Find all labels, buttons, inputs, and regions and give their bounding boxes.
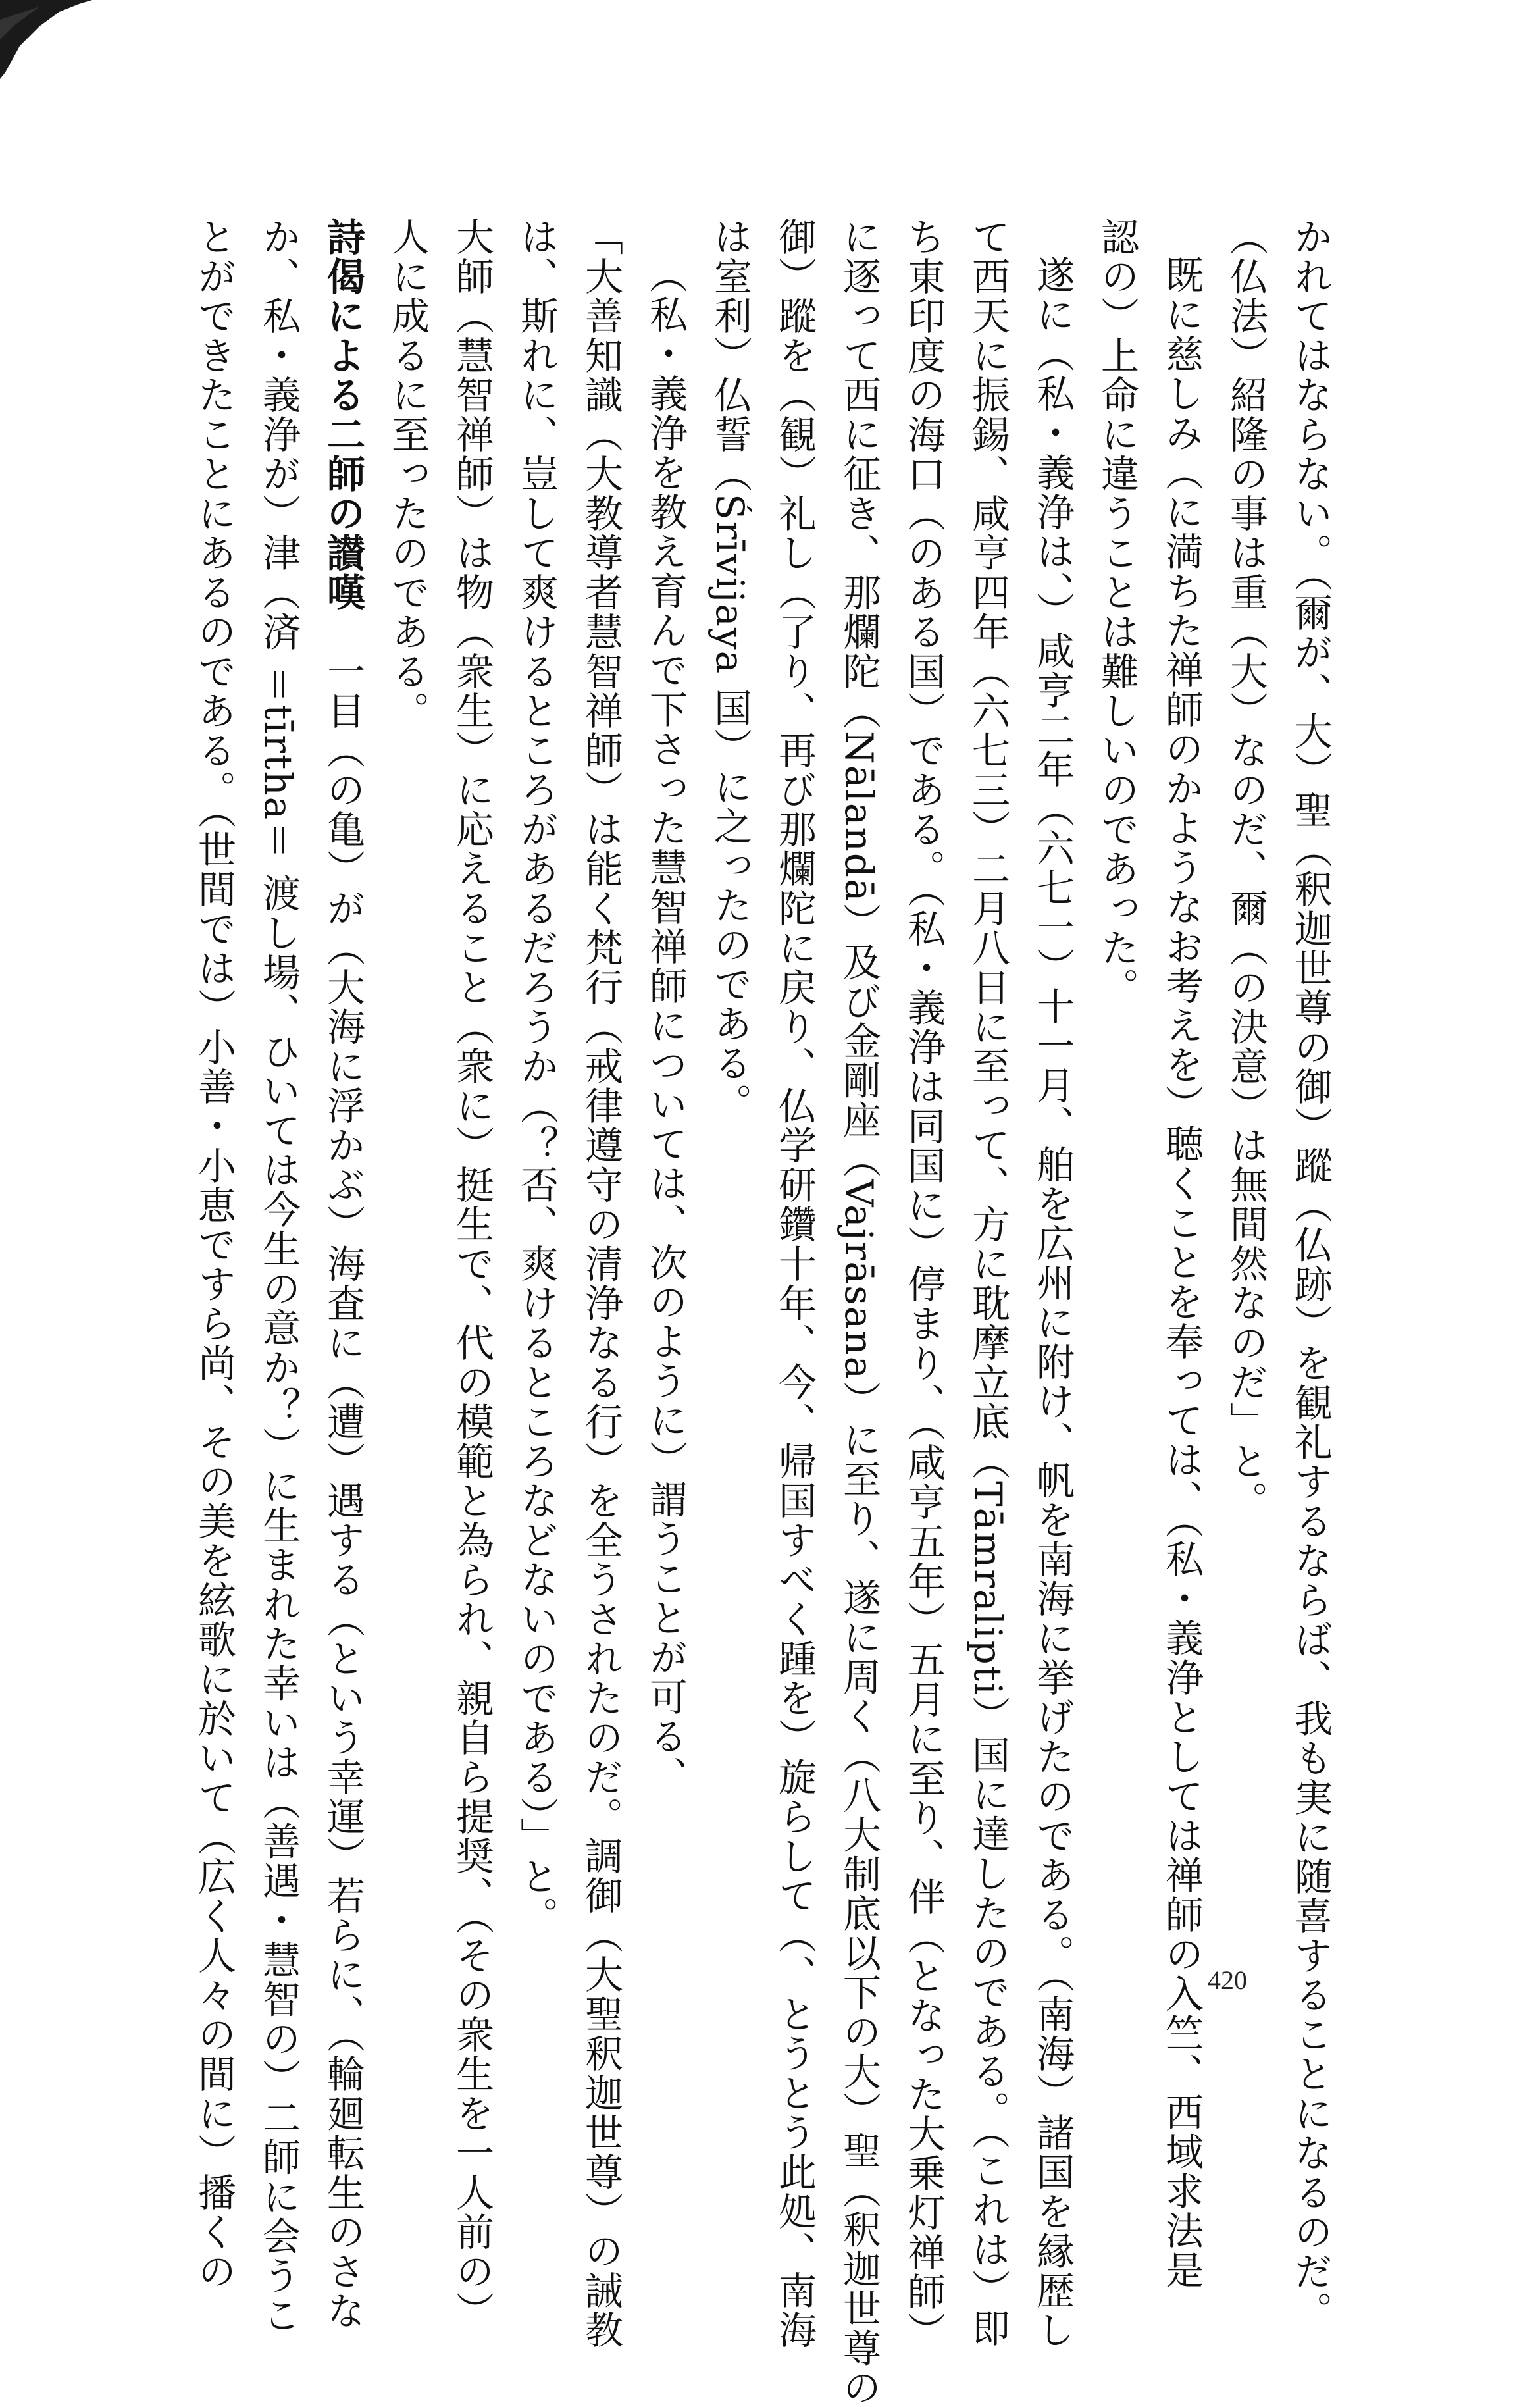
section-heading: 詩偈による二師の讃嘆 <box>321 217 365 612</box>
scan-corner-mark <box>0 0 92 79</box>
text-column: に逐って西に征き、那爛陀（Nālandā）及び金剛座（Vajrāsana）に至り、遂に周く（八大制底以下の大）聖（釈迦世尊の <box>836 217 881 2407</box>
text-column: 御）蹤を（観）礼し（了り、再び那爛陀に戻り、仏学研鑽十年、今、帰国すべく踵を）旋らして（、とうとう此処、南海 <box>772 217 817 2350</box>
text-column: 既に慈しみ（に満ちた禅師のかようなお考えを）聴くことを奉っては、（私・義浄としては禅師の入竺、西域求法是 <box>1159 255 1204 2290</box>
text-column: かれてはならない。（爾が、大）聖（釈迦世尊の御）蹤（仏跡）を観礼するならば、我も実に随喜することになるのだ。 <box>1288 217 1333 2331</box>
text-column: 認の）上命に違うことは難しいのであった。 <box>1094 217 1139 1007</box>
text-column: 「大善知識（大教導者慧智禅師）は能く梵行（戒律遵守の清浄なる行）を全うされたのだ。調御（大聖釈迦世尊）の誡教 <box>578 217 623 2350</box>
section-heading-column <box>311 217 375 2331</box>
text-column: （私・義浄を教え育んで下さった慧智禅師については、次のように）謂うことが可る、 <box>643 255 688 1796</box>
text-column: ち東印度の海口（のある国）である。（私・義浄は同国に）停まり、（咸亨五年）五月に至り、伴（となった大乗灯禅師） <box>901 217 946 2351</box>
text-column: とができたことにあるのである。（世間では）小善・小恵ですら尚、その美を絃歌に於いて（広く人々の間に）播くの <box>192 217 236 2291</box>
text-column: は室利）仏誓（Śrīvijaya 国）に之ったのである。 <box>707 217 752 1123</box>
text-column: 大師（慧智禅師）は物（衆生）に応えること（衆に）挺生で、代の模範と為られ、親自ら提奨、（その衆生を一人前の） <box>449 217 494 2331</box>
text-column: は、斯れに、豈して爽けるところがあるだろうか（？否、爽けるところなどないのである）」と。 <box>514 217 559 1936</box>
text-column: 人に成るに至ったのである。 <box>385 217 430 731</box>
text-column: か、私・義浄が）津（済 ＝tīrtha＝ 渡し場、ひいては今生の意か？）に生まれた幸いは（善遇・慧智の）二師に会うこ <box>256 217 301 2335</box>
text-column: 遂に（私・義浄は、）咸亨二年（六七一）十一月、舶を広州に附け、帆を南海に挙げたのである。（南海）諸国を縁歴し <box>1030 255 1075 2350</box>
text-column: て西天に振錫、咸亨四年（六七三）二月八日に至って、方に耽摩立底（Tāmralipti）国に達したのである。（これは）即 <box>965 217 1010 2348</box>
text-column-body: 一目（の亀）が（大海に浮かぶ）海査に（遭）遇する（という幸運）若らに、（輪廻転生のさな <box>321 612 365 2331</box>
text-column: （仏法）紹隆の事は重（大）なのだ、爾（の決意）は無間然なのだ」と。 <box>1223 217 1268 1520</box>
page-number: 420 <box>1208 1965 1247 1995</box>
